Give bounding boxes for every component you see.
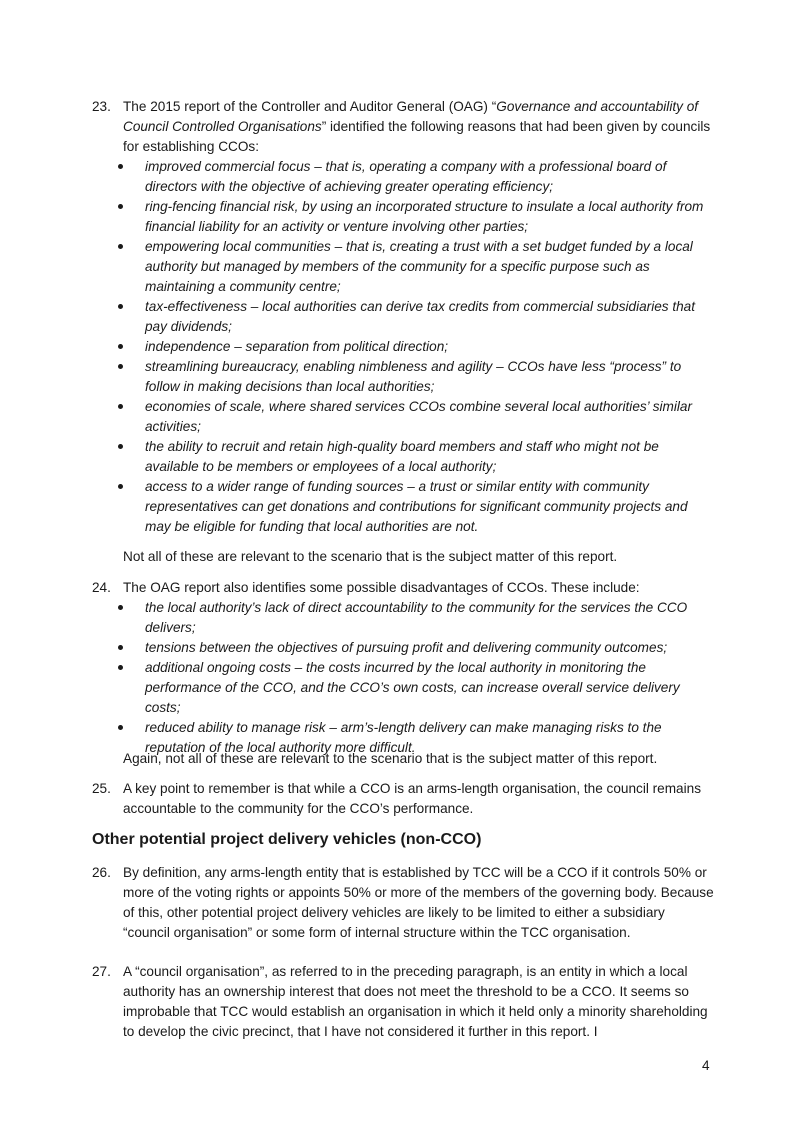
disadvantages-list [115, 598, 714, 758]
bullet-icon [118, 645, 123, 650]
list-item: the ability to recruit and retain high-quality board members and staff who might not be available to be members or employees of a local authority; [115, 437, 714, 477]
bullet-icon [118, 304, 123, 309]
paragraph-number: 27. [92, 964, 111, 979]
bullet-icon [118, 344, 123, 349]
paragraph-intro-end: ” identified the following reasons that had been given by councils for establishing CCOs: [123, 119, 711, 154]
paragraph-intro: The OAG report also identifies some possible disadvantages of CCOs. These include: [123, 580, 640, 595]
list-item: streamlining bureaucracy, enabling nimbleness and agility – CCOs have less “process” to follow in making decisions than local authorities; [115, 357, 714, 397]
bullet-icon [118, 244, 123, 249]
list-item: empowering local communities – that is, creating a trust with a set budget funded by a local authority but managed by members of the community for a specific purpose such as maintaining a community centre; [115, 237, 714, 297]
reasons-list [115, 157, 714, 537]
page-number: 4 [702, 1058, 710, 1073]
paragraph-number: 23. [92, 99, 111, 114]
paragraph-23-closing: Not all of these are relevant to the scenario that is the subject matter of this report. [123, 549, 618, 564]
paragraph-number: 24. [92, 580, 111, 595]
list-item: additional ongoing costs – the costs incurred by the local authority in monitoring the performance of the CCO, and the CCO’s own costs, can increase overall service delivery costs; [115, 658, 714, 718]
bullet-icon [118, 444, 123, 449]
list-item: access to a wider range of funding sources – a trust or similar entity with community representatives can get donations and contributions for significant community projects and may be eligible for funding that local authorities are not. [115, 477, 714, 537]
list-item: economies of scale, where shared services CCOs combine several local authorities’ similar activities; [115, 397, 714, 437]
paragraph-24-closing: Again, not all of these are relevant to the scenario that is the subject matter of this report. [123, 751, 658, 766]
paragraph-24 [92, 578, 714, 758]
bullet-icon [118, 204, 123, 209]
paragraph-body [123, 97, 714, 157]
bullet-icon [118, 364, 123, 369]
paragraph-text: By definition, any arms-length entity that is established by TCC will be a CCO if it controls 50% or more of the voting rights or appoints 50% or more of the members of the governing body. Because of this, other potential project delivery vehicles are likely to be limited to either a subsidiary “council organisation” or some form of internal structure within the TCC organisation. [123, 865, 714, 940]
list-item: independence – separation from political direction; [115, 337, 714, 357]
bullet-icon [118, 164, 123, 169]
list-item: tax-effectiveness – local authorities can derive tax credits from commercial subsidiaries that pay dividends; [115, 297, 714, 337]
paragraph-27 [92, 962, 714, 1042]
paragraph-number: 25. [92, 781, 111, 796]
paragraph-text: A key point to remember is that while a CCO is an arms-length organisation, the council remains accountable to the community for the CCO’s performance. [123, 781, 701, 816]
list-item: the local authority’s lack of direct accountability to the community for the services the CCO delivers; [115, 598, 714, 638]
list-item: improved commercial focus – that is, operating a company with a professional board of directors with the objective of achieving greater operating efficiency; [115, 157, 714, 197]
list-item: ring-fencing financial risk, by using an incorporated structure to insulate a local authority from financial liability for an activity or venture involving other parties; [115, 197, 714, 237]
bullet-icon [118, 484, 123, 489]
section-heading: Other potential project delivery vehicles (non-CCO) [92, 831, 482, 848]
bullet-icon [118, 665, 123, 670]
paragraph-text: A “council organisation”, as referred to in the preceding paragraph, is an entity in which a local authority has an ownership interest that does not meet the threshold to be a CCO. It seems so improbable that TCC would establish an organisation in which it held only a minority shareholding to develop the civic precinct, that I have not considered it further in this report. I [123, 964, 708, 1039]
list-item: reduced ability to manage risk – arm’s-length delivery can make managing risks to the reputation of the local authority more difficult. [115, 718, 714, 758]
paragraph-23 [92, 97, 714, 537]
list-item: tensions between the objectives of pursuing profit and delivering community outcomes; [115, 638, 714, 658]
paragraph-number: 26. [92, 865, 111, 880]
report-title: Governance and accountability of Council Controlled Organisations [123, 99, 699, 134]
bullet-icon [118, 725, 123, 730]
bullet-icon [118, 404, 123, 409]
paragraph-25 [92, 779, 714, 819]
bullet-icon [118, 605, 123, 610]
paragraph-intro: The 2015 report of the Controller and Auditor General (OAG) “ [123, 99, 497, 114]
paragraph-26 [92, 863, 714, 943]
